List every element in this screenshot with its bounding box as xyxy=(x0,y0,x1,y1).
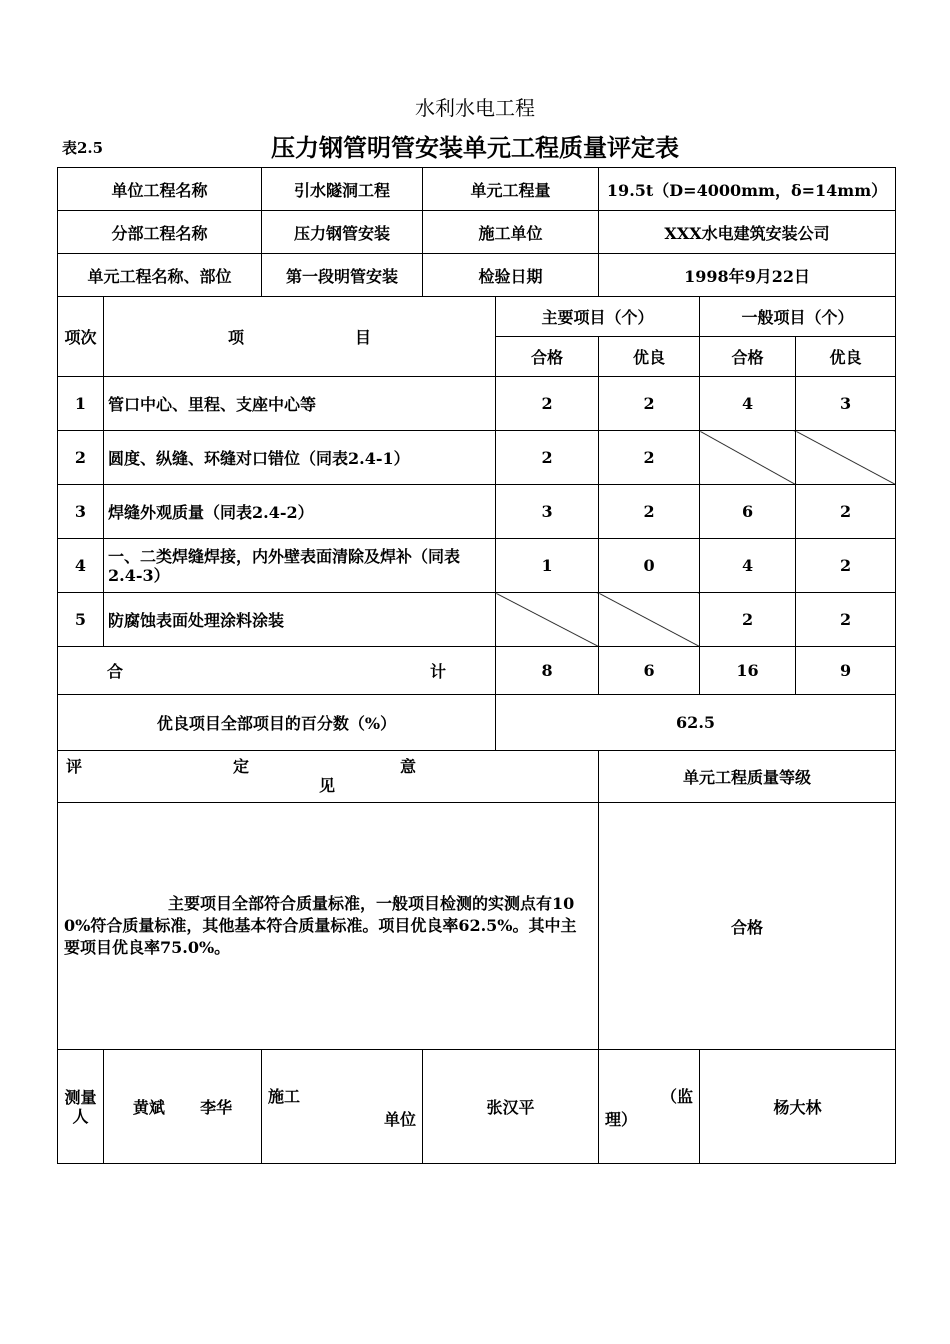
row-main-good: 2 xyxy=(599,377,700,431)
row-main-good: 2 xyxy=(599,485,700,539)
col-general-good: 优良 xyxy=(796,337,896,377)
row-main-pass: 2 xyxy=(496,377,599,431)
date-value: 1998年9月22日 xyxy=(599,254,896,297)
table-number: 表2.5 xyxy=(62,139,104,157)
col-main-pass: 合格 xyxy=(496,337,599,377)
opinion-char-3: 意 xyxy=(399,757,416,776)
table-row xyxy=(58,377,896,431)
surveyor-label-2: 人 xyxy=(72,1106,89,1126)
element-label: 单元工程名称、部位 xyxy=(58,254,262,297)
builder-label-2: 单位 xyxy=(384,1109,417,1129)
row-main-good: 2 xyxy=(599,431,700,485)
col-item-1: 项 xyxy=(228,328,245,347)
percent-row xyxy=(58,695,896,751)
signature-row xyxy=(58,1050,896,1164)
builder-label xyxy=(262,1050,423,1164)
row-general-good-na xyxy=(796,431,896,485)
col-item-2: 目 xyxy=(355,328,372,347)
column-header-row-1 xyxy=(58,297,896,337)
row-general-pass: 6 xyxy=(700,485,796,539)
surveyor-label-1: 测量 xyxy=(64,1087,97,1107)
percent-label: 优良项目全部项目的百分数（%） xyxy=(58,695,496,751)
total-label xyxy=(58,647,496,695)
col-main-good: 优良 xyxy=(599,337,700,377)
unit-project-label: 单位工程名称 xyxy=(58,168,262,211)
row-general-good: 2 xyxy=(796,539,896,593)
division-label: 分部工程名称 xyxy=(58,211,262,254)
row-main-pass-na xyxy=(496,593,599,647)
col-item-header xyxy=(104,297,496,377)
surveyor-label xyxy=(58,1050,104,1164)
total-main-good: 6 xyxy=(599,647,700,695)
unit-project-value: 引水隧洞工程 xyxy=(262,168,423,211)
row-general-good: 2 xyxy=(796,593,896,647)
table-row xyxy=(58,431,896,485)
total-general-good: 9 xyxy=(796,647,896,695)
builder-name: 张汉平 xyxy=(423,1050,599,1164)
contractor-label: 施工单位 xyxy=(423,211,599,254)
quality-assessment-table xyxy=(57,167,896,1164)
info-row-2 xyxy=(58,211,896,254)
document-org: 水利水电工程 xyxy=(415,96,535,120)
opinion-text: 主要项目全部符合质量标准，一般项目检测的实测点有100%符合质量标准，其他基本符合质量标准。项目优良率62.5%。其中主要项目优良率75.0%。 xyxy=(58,803,599,1050)
row-item: 防腐蚀表面处理涂料涂装 xyxy=(104,593,496,647)
quantity-label: 单元工程量 xyxy=(423,168,599,211)
opinion-char-1: 评 xyxy=(66,757,83,776)
evaluation-header-row xyxy=(58,751,896,803)
row-no: 5 xyxy=(58,593,104,647)
row-main-good: 0 xyxy=(599,539,700,593)
division-value: 压力钢管安装 xyxy=(262,211,423,254)
surveyors xyxy=(104,1050,262,1164)
info-row-3 xyxy=(58,254,896,297)
col-no-header: 项次 xyxy=(58,297,104,377)
opinion-header xyxy=(58,751,599,803)
percent-value: 62.5 xyxy=(496,695,896,751)
row-general-good: 3 xyxy=(796,377,896,431)
grade-value: 合格 xyxy=(599,803,896,1050)
row-no: 3 xyxy=(58,485,104,539)
row-general-pass: 2 xyxy=(700,593,796,647)
total-label-2: 计 xyxy=(430,662,447,681)
col-general-header: 一般项目（个） xyxy=(700,297,896,337)
document-title: 压力钢管明管安装单元工程质量评定表 xyxy=(271,133,679,162)
contractor-value: XXX水电建筑安装公司 xyxy=(599,211,896,254)
supervisor-name: 杨大林 xyxy=(700,1050,896,1164)
info-row-1 xyxy=(58,168,896,211)
row-item: 焊缝外观质量（同表2.4-2） xyxy=(104,485,496,539)
row-main-pass: 3 xyxy=(496,485,599,539)
builder-label-1: 施工 xyxy=(268,1086,301,1106)
total-row xyxy=(58,647,896,695)
row-item: 管口中心、里程、支座中心等 xyxy=(104,377,496,431)
row-main-pass: 2 xyxy=(496,431,599,485)
total-label-1: 合 xyxy=(107,662,124,681)
row-no: 4 xyxy=(58,539,104,593)
row-general-pass-na xyxy=(700,431,796,485)
table-row xyxy=(58,593,896,647)
row-no: 1 xyxy=(58,377,104,431)
total-general-pass: 16 xyxy=(700,647,796,695)
table-row xyxy=(58,485,896,539)
date-label: 检验日期 xyxy=(423,254,599,297)
row-no: 2 xyxy=(58,431,104,485)
row-general-good: 2 xyxy=(796,485,896,539)
col-general-pass: 合格 xyxy=(700,337,796,377)
row-general-pass: 4 xyxy=(700,377,796,431)
opinion-char-4: 见 xyxy=(319,776,336,795)
supervisor-label-2: 理） xyxy=(605,1109,638,1129)
surveyor-2: 李华 xyxy=(200,1098,233,1117)
row-general-pass: 4 xyxy=(700,539,796,593)
row-main-good-na xyxy=(599,593,700,647)
quantity-value: 19.5t（D=4000mm，δ=14mm） xyxy=(599,168,896,211)
evaluation-body-row xyxy=(58,803,896,1050)
supervisor-label-1: （监 xyxy=(661,1086,694,1106)
row-main-pass: 1 xyxy=(496,539,599,593)
table-row xyxy=(58,539,896,593)
grade-label: 单元工程质量等级 xyxy=(599,751,896,803)
supervisor-label xyxy=(599,1050,700,1164)
row-item: 一、二类焊缝焊接，内外壁表面清除及焊补（同表2.4-3） xyxy=(104,539,496,593)
element-value: 第一段明管安装 xyxy=(262,254,423,297)
total-main-pass: 8 xyxy=(496,647,599,695)
col-main-header: 主要项目（个） xyxy=(496,297,700,337)
opinion-char-2: 定 xyxy=(232,757,249,776)
surveyor-1: 黄斌 xyxy=(132,1098,165,1117)
row-item: 圆度、纵缝、环缝对口错位（同表2.4-1） xyxy=(104,431,496,485)
